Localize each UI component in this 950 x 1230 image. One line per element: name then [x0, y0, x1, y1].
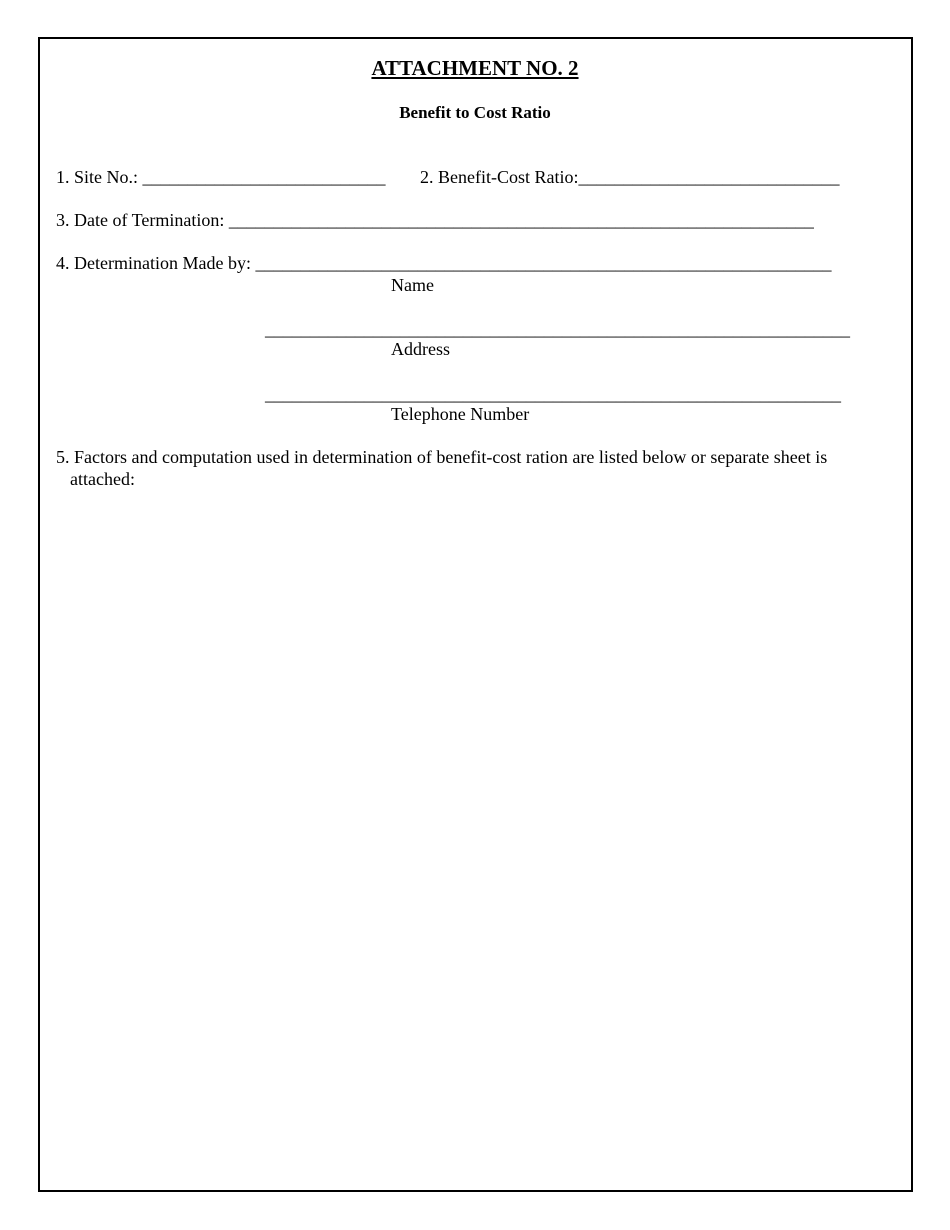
telephone-caption: Telephone Number	[391, 404, 530, 424]
factors-computation-text: 5. Factors and computation used in determination of benefit-cost ration are listed below or separate sheet is attached:	[56, 447, 828, 489]
name-caption: Name	[391, 275, 434, 295]
factors-notes-area[interactable]	[56, 500, 896, 1170]
date-of-termination-field[interactable]: 3. Date of Termination: _________________________________________________________________	[56, 210, 814, 230]
determination-made-by-field[interactable]: 4. Determination Made by: ________________________________________________________________	[56, 253, 832, 273]
site-no-field[interactable]: 1. Site No.: ___________________________	[56, 167, 386, 187]
address-caption: Address	[391, 339, 450, 359]
address-line[interactable]: _________________________________________________________________	[265, 319, 850, 339]
form-subtitle: Benefit to Cost Ratio	[399, 103, 551, 122]
benefit-cost-ratio-field[interactable]: 2. Benefit-Cost Ratio:_____________________________	[420, 167, 840, 187]
form-title: ATTACHMENT NO. 2	[371, 56, 579, 80]
telephone-line[interactable]: ________________________________________________________________	[265, 384, 841, 404]
